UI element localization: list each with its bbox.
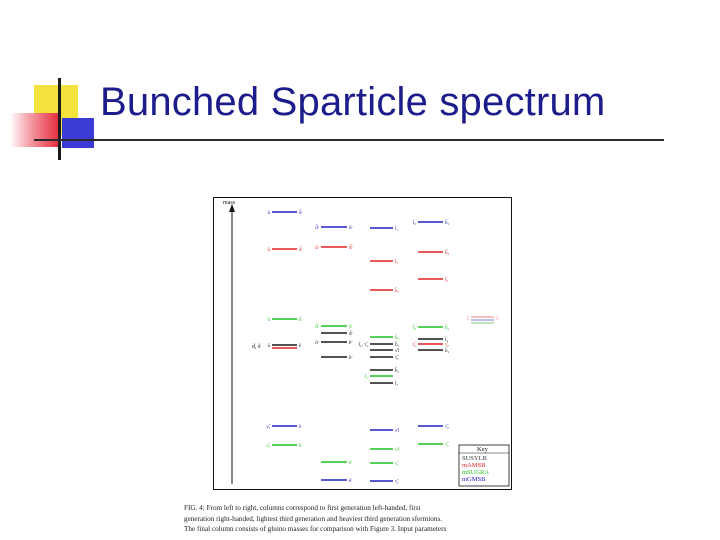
level-label-right: ũᶜ	[349, 325, 353, 330]
level-label-left: g̃	[466, 316, 469, 321]
level-label-right: τ̃₁	[395, 480, 399, 485]
level-label-left: t̃₂	[412, 221, 416, 226]
level-label-right: d̃	[299, 211, 302, 216]
level-label-left: d̃ᶜ	[315, 226, 319, 231]
legend-entry-susylr: SUSYLR	[462, 455, 487, 462]
level-label-right: ẽᶜ	[349, 341, 353, 346]
level-label-right: b̃₂	[445, 349, 450, 354]
legend-entry-mgmsb: mGMSB	[462, 476, 486, 483]
legend-title: Key	[477, 446, 488, 453]
caption-line-2: generation right-handed, lightest third generation and heaviest third generation sfermions.	[184, 514, 443, 523]
level-label-right: τ̃₁	[395, 462, 399, 467]
level-label-right: ẽᶜ	[349, 479, 353, 484]
level-label-left: ν̃ₑ	[266, 425, 270, 430]
level-label-right: t̃₁	[395, 382, 399, 387]
level-label-right: ν̃τ	[395, 349, 400, 354]
level-label-left: t̃₂	[412, 326, 416, 331]
level-label-right: t̃₁	[395, 260, 399, 265]
legend-entry-msugra: mSUGRA	[462, 469, 490, 476]
level-label-right: τ̃₂	[445, 343, 449, 348]
level-label-right: τ̃₂	[445, 425, 449, 430]
level-label-left: ν̃ₑ	[266, 444, 270, 449]
level-label-right: b̃₂	[445, 251, 450, 256]
level-label-left: t̃₁	[364, 375, 368, 380]
level-label-left: ũ	[267, 211, 270, 216]
level-label-left: ũᶜ	[315, 246, 319, 251]
level-label-right: t̃₂	[445, 278, 449, 283]
slide-title: Bunched Sparticle spectrum	[100, 80, 606, 124]
level-label-right: ν̃τ	[395, 448, 400, 453]
level-label-right: g̃	[496, 316, 499, 321]
level-label-right: d̃ᶜ	[349, 246, 353, 251]
level-label-right: τ̃₂	[445, 443, 449, 448]
level-label-right: b̃₂	[445, 221, 450, 226]
level-label-left: d̃ᶜ	[315, 325, 319, 330]
level-label-right: b̃₂	[445, 326, 450, 331]
level-label-right: d̃	[299, 248, 302, 253]
level-label-left: τ̃₂	[412, 343, 416, 348]
level-label-left: t̃₁, τ̃₁	[358, 343, 368, 348]
level-label-right: d̃ᶜ	[349, 332, 353, 337]
level-label-right: t̃₂	[445, 338, 449, 343]
level-label-right: ẽᶜ	[349, 356, 353, 361]
mass-axis-label: mass	[223, 200, 235, 206]
caption-line-1: FIG. 4: From left to right, columns correspond to first generation left-handed, first	[184, 504, 421, 512]
level-label-right: b̃₁	[395, 336, 400, 341]
spectrum-levels	[266, 210, 499, 485]
level-label-left: ũᶜ	[315, 341, 319, 346]
figure-caption	[184, 503, 554, 535]
level-label-right: ν̃τ	[395, 429, 400, 434]
level-label-left: ũ	[267, 344, 270, 349]
level-label-right: ẽ	[299, 344, 302, 349]
level-label-right: τ̃₁	[395, 356, 399, 361]
caption-line-3: The final column consists of gluino masses for comparison with Figure 3. Input parameters	[184, 525, 447, 534]
legend-key	[459, 445, 509, 486]
legend-entry-mamsb: mAMSB	[462, 462, 486, 469]
mass-side-label: d, ẽ	[252, 344, 261, 350]
level-label-right: b̃₁	[395, 369, 400, 374]
level-label-left: ũ	[267, 248, 270, 253]
level-label-right: d̃	[299, 318, 302, 323]
level-label-right: ẽ	[299, 425, 302, 430]
level-label-right: ẽ	[299, 444, 302, 449]
level-label-right: ũᶜ	[349, 226, 353, 231]
level-label-right: ẽᶜ	[349, 461, 353, 466]
level-label-right: b̃₁	[395, 343, 400, 348]
level-label-right: b̃₁	[395, 289, 400, 294]
level-label-right: t̃₁	[395, 227, 399, 232]
level-label-left: ũ	[267, 318, 270, 323]
